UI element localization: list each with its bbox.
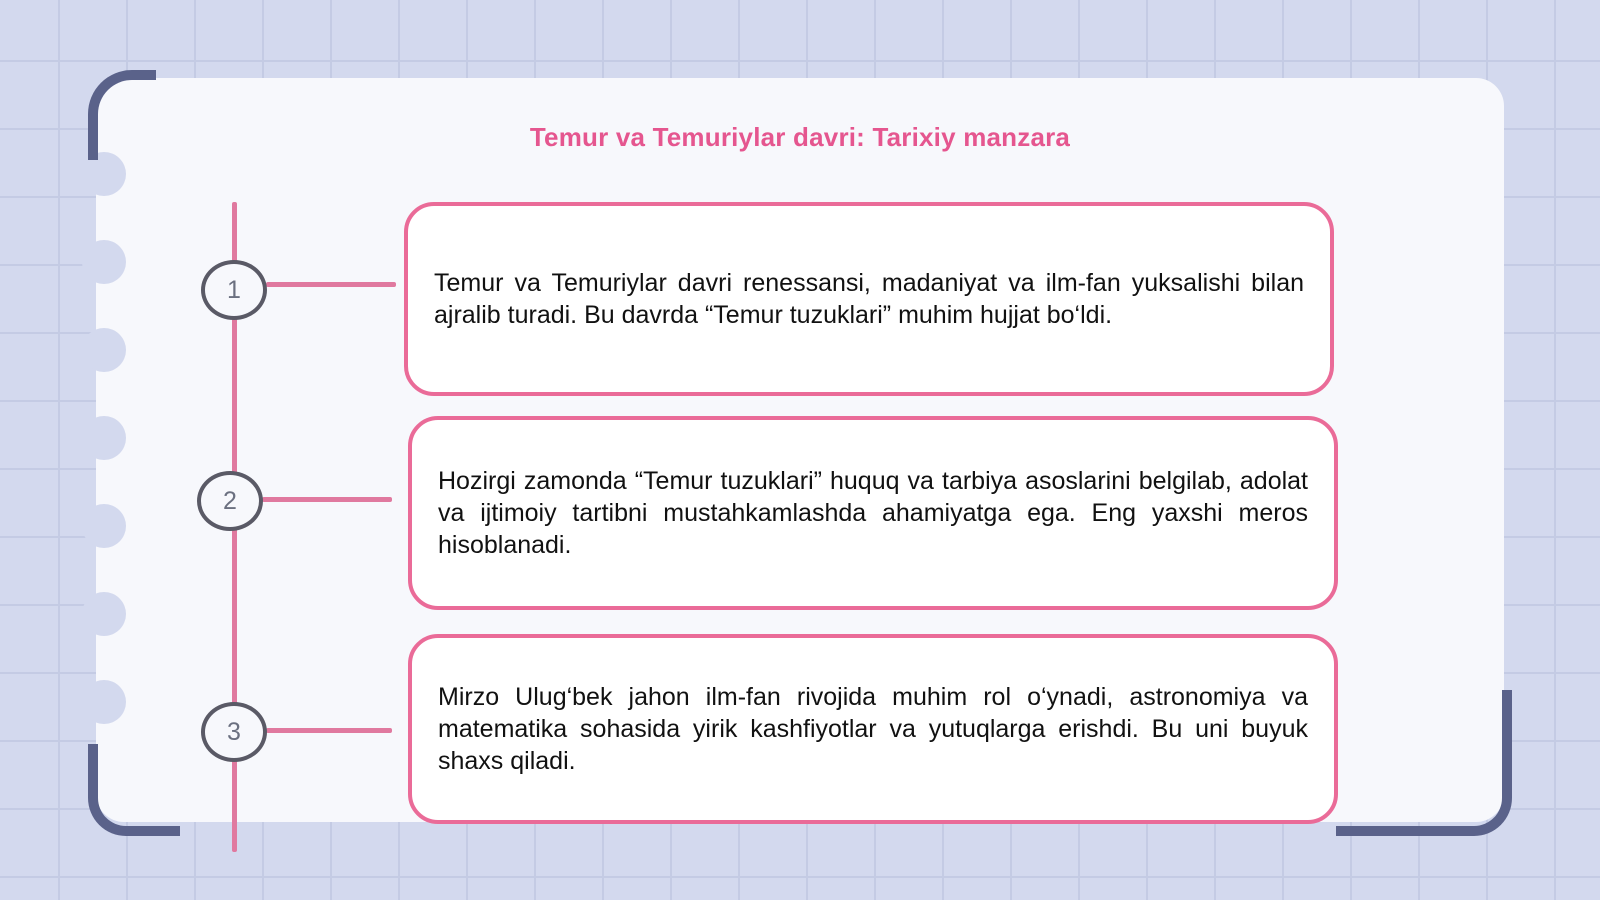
notebook-hole [82, 592, 126, 636]
timeline-number-3: 3 [201, 702, 267, 762]
notebook-hole [82, 328, 126, 372]
timeline-card-text: Mirzo Ulug‘bek jahon ilm-fan rivojida muhim rol o‘ynadi, astronomiya va matematika sohasida yirik kashfiyotlar va yutuqlarga erishdi. Bu uni buyuk shaxs qiladi. [438, 683, 1308, 775]
corner-bracket-bottom-left [88, 744, 180, 836]
timeline-card-3 [408, 634, 1338, 824]
timeline-card-text: Temur va Temuriylar davri renessansi, madaniyat va ilm-fan yuksalishi bilan ajralib turadi. Bu davrda “Temur tuzuklari” muhim hujjat bo‘ldi. [434, 269, 1304, 329]
slide-title: Temur va Temuriylar davri: Tarixiy manzara [529, 122, 1071, 152]
timeline-connector-3 [266, 728, 392, 733]
timeline-card-2 [408, 416, 1338, 610]
timeline-number-2: 2 [197, 471, 263, 531]
timeline-number-1: 1 [201, 260, 267, 320]
timeline-connector-2 [262, 497, 392, 502]
notebook-hole [82, 416, 126, 460]
notebook-hole [82, 504, 126, 548]
timeline-card-text: Hozirgi zamonda “Temur tuzuklari” huquq va tarbiya asoslarini belgilab, adolat va ijtimoiy tartibni mustahkamlashda ahamiyatga ega. Eng yaxshi meros hisoblanadi. [438, 467, 1308, 559]
notebook-hole [82, 240, 126, 284]
corner-bracket-bottom-right [1336, 690, 1512, 836]
timeline-connector-1 [266, 282, 396, 287]
notebook-hole [82, 680, 126, 724]
timeline-card-1 [404, 202, 1334, 396]
